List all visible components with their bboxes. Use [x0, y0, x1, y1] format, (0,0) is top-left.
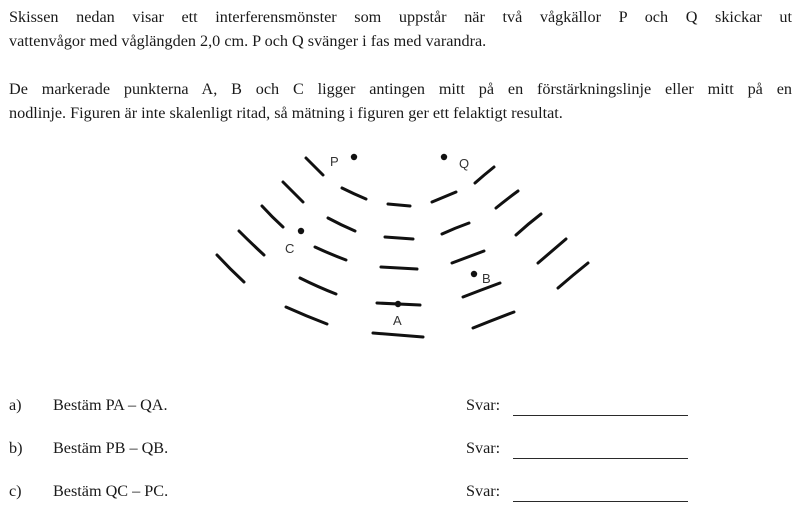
wave-line-segment — [300, 278, 336, 294]
wave-line-segment — [475, 167, 494, 183]
wave-line-segment — [217, 255, 244, 282]
wave-line-segment — [306, 158, 323, 175]
answer-label: Svar: — [466, 396, 501, 414]
wave-line-segment — [388, 204, 410, 206]
point-B-label: B — [482, 271, 491, 286]
answer-label: Svar: — [466, 482, 501, 500]
wave-line-segment — [262, 206, 283, 227]
question-text: Bestäm PA – QA. — [53, 396, 168, 414]
point-P-label: P — [330, 154, 339, 169]
wave-line-segment — [452, 251, 484, 263]
point-A-label: A — [393, 313, 402, 328]
question-b — [0, 439, 800, 463]
intro-line-2: vattenvågor med våglängden 2,0 cm. P och Q svänger i fas med varandra. — [9, 32, 487, 50]
point-Q-dot — [441, 154, 447, 160]
wave-line-segment — [473, 312, 514, 328]
point-B-dot — [471, 271, 477, 277]
point-C-label: C — [285, 241, 295, 256]
intro-line-4: nodlinje. Figuren är inte skalenligt ritad, så mätning i figuren ger ett felaktigt resultat. — [9, 104, 563, 122]
intro-line-1: Skissen nedan visar ett interferensmönster som uppstår när två vågkällor P och Q skickar ut — [9, 8, 792, 26]
question-letter: a) — [9, 396, 22, 414]
wave-line-segment — [496, 191, 518, 208]
wave-line-segment — [328, 218, 355, 231]
intro-line-3: De markerade punkterna A, B och C ligger antingen mitt på en förstärkningslinje eller mitt på en — [9, 80, 792, 98]
question-c — [0, 482, 800, 506]
wave-line-segment — [432, 192, 456, 202]
question-letter: b) — [9, 439, 23, 457]
wave-line-segment — [442, 223, 469, 234]
answer-field[interactable] — [513, 415, 688, 416]
wave-line-segment — [558, 263, 588, 288]
question-text: Bestäm PB – QB. — [53, 439, 169, 457]
answer-field[interactable] — [513, 501, 688, 502]
wave-line-segment — [283, 182, 303, 202]
question-a — [0, 396, 800, 420]
point-C-dot — [298, 228, 304, 234]
wave-line-segments — [217, 158, 588, 337]
marked-points — [285, 154, 491, 328]
wave-line-segment — [516, 214, 541, 235]
wave-line-segment — [286, 307, 327, 324]
point-Q-label: Q — [459, 156, 470, 171]
question-text: Bestäm QC – PC. — [53, 482, 169, 500]
answer-label: Svar: — [466, 439, 501, 457]
wave-line-segment — [315, 247, 346, 260]
wave-line-segment — [342, 188, 366, 199]
point-P-dot — [351, 154, 357, 160]
wave-line-segment — [385, 237, 413, 239]
wave-line-segment — [239, 231, 264, 255]
wave-line-segment — [381, 267, 417, 269]
wave-line-segment — [373, 333, 423, 337]
point-A-dot — [395, 301, 401, 307]
answer-field[interactable] — [513, 458, 688, 459]
question-letter: c) — [9, 482, 22, 500]
wave-line-segment — [538, 239, 566, 263]
